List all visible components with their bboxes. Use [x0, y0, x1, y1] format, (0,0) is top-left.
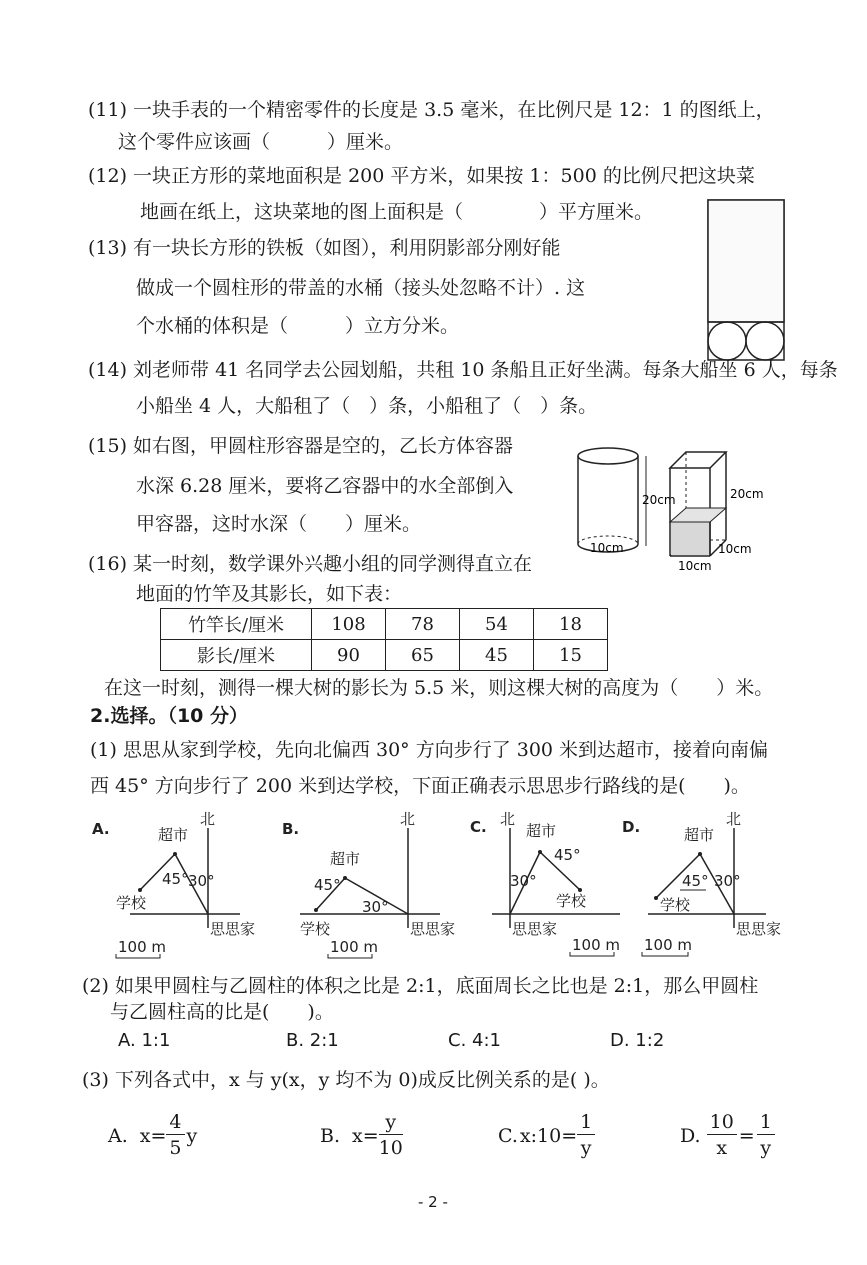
denominator: y — [760, 1137, 772, 1159]
q16-data-table — [160, 608, 608, 671]
c3-option-b[interactable] — [320, 1110, 403, 1161]
table-cell: 15 — [534, 640, 608, 671]
angle-45-label: 45° — [314, 876, 341, 894]
school-label: 学校 — [300, 920, 331, 938]
school-label: 学校 — [556, 892, 587, 910]
c2-option-c[interactable]: C. 4:1 — [448, 1030, 501, 1051]
scale-label: 100 m — [572, 936, 621, 954]
fraction — [166, 1110, 184, 1161]
angle-45-label: 45° — [682, 872, 709, 890]
supermarket-label: 超市 — [684, 826, 715, 844]
option-c-label: C. — [470, 818, 487, 836]
section2-title: 2.选择。（10 分） — [90, 705, 248, 727]
c2-option-b[interactable]: B. 2:1 — [286, 1030, 339, 1051]
c2-option-a[interactable]: A. 1:1 — [118, 1030, 171, 1051]
angle-45-label: 45° — [554, 846, 581, 864]
q11-line1: (11) 一块手表的一个精密零件的长度是 3.5 毫米，在比例尺是 12：1 的图纸上， — [88, 99, 775, 121]
c2-line1: (2) 如果甲圆柱与乙圆柱的体积之比是 2:1，底面周长之比也是 2:1，那么甲圆柱 — [82, 975, 759, 997]
q15-line2: 水深 6.28 厘米，要将乙容器中的水全部倒入 — [136, 475, 514, 497]
q13-sheet-figure — [700, 196, 796, 366]
denominator: y — [580, 1137, 592, 1159]
box-height-label: 20cm — [730, 487, 764, 501]
c1-route-diagrams — [0, 810, 867, 960]
c1-line1: (1) 思思从家到学校，先向北偏西 30° 方向步行了 300 米到达超市，接着向南偏 — [90, 739, 769, 761]
q15-line3: 甲容器，这时水深（ ）厘米。 — [136, 513, 422, 535]
school-label: 学校 — [660, 896, 691, 914]
home-label: 思思家 — [410, 920, 456, 938]
north-label: 北 — [200, 810, 216, 828]
table-cell: 108 — [312, 609, 386, 640]
table-row-label: 影长/厘米 — [161, 640, 312, 671]
fraction — [707, 1110, 737, 1161]
option-a-diagram — [92, 810, 255, 958]
c2-line2: 与乙圆柱高的比是( )。 — [110, 1001, 334, 1023]
angle-30-label: 30° — [362, 898, 389, 916]
c1-line2: 西 45° 方向步行了 200 米到达学校，下面正确表示思思步行路线的是( )。 — [90, 775, 750, 797]
supermarket-label: 超市 — [330, 850, 361, 868]
fraction — [379, 1110, 403, 1161]
c3-option-d[interactable] — [680, 1110, 775, 1161]
q14-line2: 小船坐 4 人，大船租了（ ）条，小船租了（ ）条。 — [136, 395, 598, 417]
table-row-label: 竹竿长/厘米 — [161, 609, 312, 640]
c3-line1: (3) 下列各式中，x 与 y(x，y 均不为 0)成反比例关系的是( )。 — [82, 1069, 610, 1091]
q13-line2: 做成一个圆柱形的带盖的水桶（接头处忽略不计）. 这 — [136, 277, 586, 299]
angle-30-label: 30° — [188, 872, 215, 890]
box-width-label: 10cm — [678, 559, 712, 573]
q13-line3: 个水桶的体积是（ ）立方分米。 — [136, 315, 460, 337]
table-cell: 78 — [386, 609, 460, 640]
fraction — [757, 1110, 775, 1161]
q16-line3: 在这一时刻，测得一棵大树的影长为 5.5 米，则这棵大树的高度为（ ）米。 — [104, 677, 774, 699]
expr-tail: y — [186, 1124, 198, 1147]
north-label: 北 — [726, 810, 742, 828]
fraction — [577, 1110, 595, 1161]
expr-lhs: x= — [139, 1124, 167, 1147]
q16-line2: 地面的竹竿及其影长，如下表： — [136, 583, 403, 605]
table-cell: 90 — [312, 640, 386, 671]
option-label: B. — [320, 1124, 341, 1147]
denominator: x — [716, 1137, 728, 1159]
angle-30-label: 30° — [510, 872, 537, 890]
q15-line1: (15) 如右图，甲圆柱形容器是空的，乙长方体容器 — [88, 435, 514, 457]
equals-sign: = — [738, 1124, 755, 1147]
option-label: C. — [498, 1124, 518, 1147]
q12-line1: (12) 一块正方形的菜地面积是 200 平方米，如果按 1：500 的比例尺把这块菜 — [88, 165, 755, 187]
scale-label: 100 m — [118, 938, 167, 956]
angle-45-label: 45° — [162, 870, 189, 888]
numerator: 4 — [166, 1110, 184, 1135]
c3-option-a[interactable] — [108, 1110, 197, 1161]
option-b-label: B. — [282, 820, 300, 838]
denominator: 5 — [169, 1137, 182, 1159]
school-label: 学校 — [116, 894, 147, 912]
cyl-height-label: 20cm — [642, 493, 676, 507]
supermarket-label: 超市 — [158, 826, 189, 844]
option-label: D. — [680, 1124, 701, 1147]
angle-30-label: 30° — [714, 872, 741, 890]
q11-line2: 这个零件应该画（ ）厘米。 — [118, 131, 404, 153]
north-label: 北 — [500, 810, 516, 828]
numerator: 1 — [577, 1110, 595, 1135]
page-number: - 2 - — [418, 1193, 448, 1211]
cyl-diameter-label: 10cm — [590, 541, 624, 555]
c3-option-c[interactable] — [498, 1110, 595, 1161]
q15-container-figure — [570, 440, 770, 575]
expr-lhs: x:10= — [519, 1124, 578, 1147]
table-cell: 45 — [460, 640, 534, 671]
table-cell: 65 — [386, 640, 460, 671]
option-d-diagram — [622, 810, 781, 956]
table-cell: 18 — [534, 609, 608, 640]
box-depth-label: 10cm — [718, 542, 752, 556]
scale-label: 100 m — [644, 936, 693, 954]
option-b-diagram — [282, 810, 455, 958]
numerator: 1 — [757, 1110, 775, 1135]
q13-line1: (13) 有一块长方形的铁板（如图），利用阴影部分刚好能 — [88, 237, 561, 259]
north-label: 北 — [400, 810, 416, 828]
q16-line1: (16) 某一时刻，数学课外兴趣小组的同学测得直立在 — [88, 553, 533, 575]
option-a-label: A. — [92, 820, 110, 838]
supermarket-label: 超市 — [526, 822, 557, 840]
numerator: y — [379, 1110, 403, 1135]
numerator: 10 — [707, 1110, 737, 1135]
home-label: 思思家 — [736, 920, 782, 938]
option-label: A. — [108, 1124, 128, 1147]
option-c-diagram — [470, 810, 620, 956]
table-row — [161, 609, 608, 640]
table-cell: 54 — [460, 609, 534, 640]
table-row — [161, 640, 608, 671]
denominator: 10 — [378, 1137, 403, 1159]
q14-line1: (14) 刘老师带 41 名同学去公园划船，共租 10 条船且正好坐满。每条大船坐 6 人，每条 — [88, 359, 838, 381]
option-d-label: D. — [622, 818, 641, 836]
q12-line2: 地画在纸上，这块菜地的图上面积是（ ）平方厘米。 — [140, 201, 654, 223]
expr-lhs: x= — [352, 1124, 379, 1147]
home-label: 思思家 — [210, 920, 256, 938]
scale-label: 100 m — [330, 938, 379, 956]
home-label: 思思家 — [512, 920, 558, 938]
c2-option-d[interactable]: D. 1:2 — [610, 1030, 665, 1051]
